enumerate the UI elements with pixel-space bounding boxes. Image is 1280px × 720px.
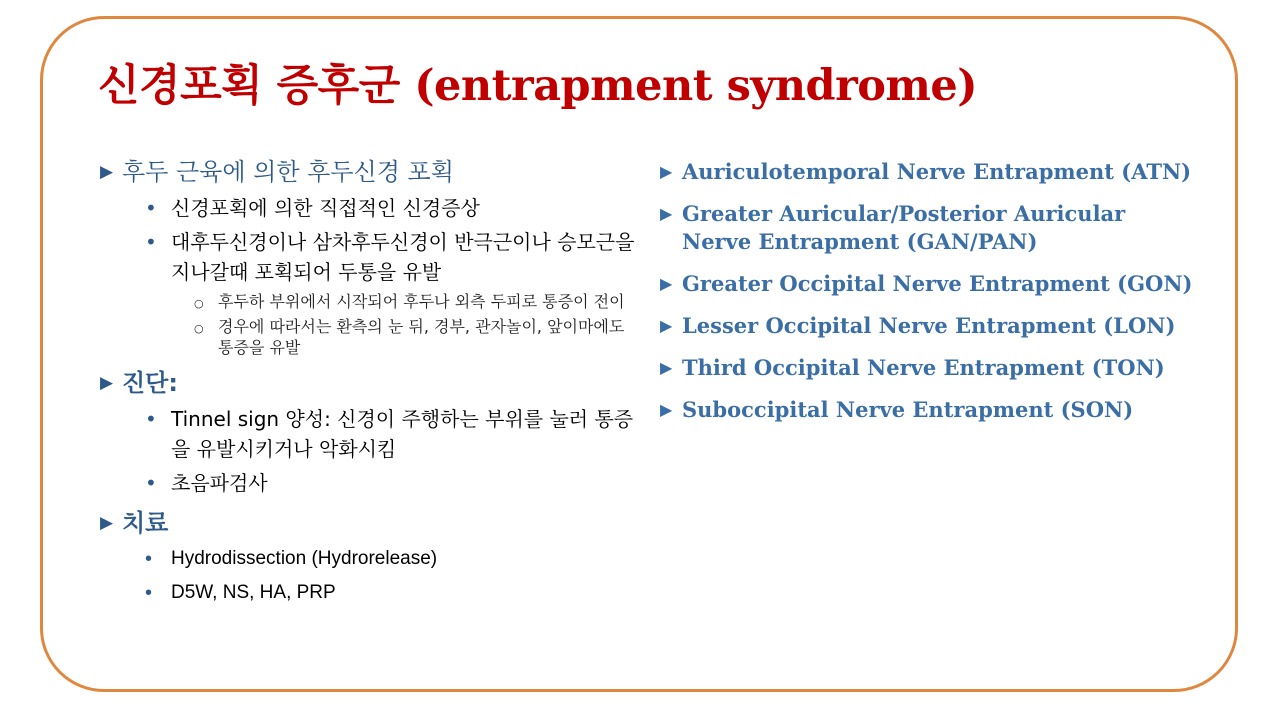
triangle-right-icon: ▶ [100,162,114,182]
bullet-text: 초음파검사 [171,471,268,495]
triangle-right-icon: ▶ [660,358,673,377]
bullet-dot-icon: • [145,230,157,254]
entrapment-type-text: Greater Occipital Nerve Entrapment (GON) [682,271,1193,296]
bullet-item [98,578,638,608]
section-treatment [98,506,638,540]
entrapment-type-item [660,270,1200,298]
left-column [98,155,638,608]
bullet-dot-icon: • [145,471,157,495]
bullet-text: 신경포획에 의한 직접적인 신경증상 [171,196,480,220]
triangle-right-icon: ▶ [660,400,673,419]
hollow-circle-icon: ○ [194,297,204,310]
bullet-item [98,404,638,464]
triangle-right-icon: ▶ [660,274,673,293]
entrapment-type-text: Suboccipital Nerve Entrapment (SON) [682,397,1134,422]
bullet-dot-icon: • [145,407,157,431]
section-heading: 진단: [122,369,178,397]
bullet-text: 대후두신경이나 삼차후두신경이 반극근이나 승모근을 지나갈때 포획되어 두통을 유발 [171,230,635,284]
sub-bullet-text: 후두하 부위에서 시작되어 후두나 외측 두피로 통증이 전이 [218,292,625,311]
entrapment-type-text: Greater Auricular/Posterior Auricular Nerve Entrapment (GAN/PAN) [682,201,1126,254]
bullet-dot-icon: • [145,196,157,220]
triangle-right-icon: ▶ [100,373,114,393]
bullet-text: Tinnel sign 양성: 신경이 주행하는 부위를 눌러 통증을 유발시키거나 악화시킴 [171,407,634,461]
sub-bullet-item [98,316,638,358]
bullet-item [98,227,638,287]
entrapment-type-item [660,158,1200,186]
triangle-right-icon: ▶ [660,204,673,223]
right-column [660,158,1200,438]
entrapment-type-item [660,312,1200,340]
bullet-item [98,544,638,574]
sub-bullet-item [98,291,638,312]
bullet-item [98,468,638,498]
section-diagnosis [98,366,638,400]
section-heading: 후두 근육에 의한 후두신경 포획 [122,158,454,186]
section-occipital-entrapment [98,155,638,189]
entrapment-type-text: Auriculotemporal Nerve Entrapment (ATN) [682,159,1192,184]
sub-bullet-text: 경우에 따라서는 환측의 눈 뒤, 경부, 관자놀이, 앞이마에도 통증을 유발 [218,317,625,357]
bullet-dot-icon: • [145,582,153,604]
hollow-circle-icon: ○ [194,322,204,335]
section-heading: 치료 [122,509,169,537]
entrapment-type-text: Lesser Occipital Nerve Entrapment (LON) [682,313,1176,338]
entrapment-type-text: Third Occipital Nerve Entrapment (TON) [682,355,1165,380]
entrapment-type-item [660,200,1200,256]
bullet-text: Hydrodissection (Hydrorelease) [171,548,438,569]
bullet-item [98,193,638,223]
triangle-right-icon: ▶ [660,162,673,181]
bullet-dot-icon: • [145,548,153,570]
triangle-right-icon: ▶ [660,316,673,335]
triangle-right-icon: ▶ [100,513,114,533]
entrapment-type-item [660,354,1200,382]
slide-title: 신경포획 증후군 (entrapment syndrome) [98,61,978,111]
entrapment-type-item [660,396,1200,424]
bullet-text: D5W, NS, HA, PRP [171,582,336,603]
